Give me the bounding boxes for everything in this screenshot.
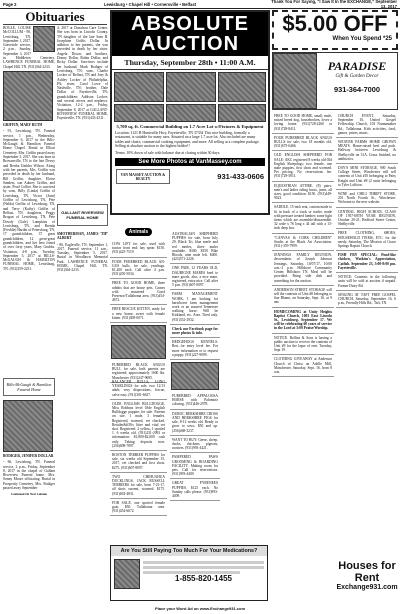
coupon-tagline: When You Spend *25 (332, 36, 392, 42)
classified-angus: FOUR PUREBRED BLACK AN-GUS bulls, for sale, yearlings. $1,200 each. Call after 4 p.m. (931)205-5034. (110, 258, 167, 280)
classified-australian: AUSTRALIAN SHEPHERD PUPPIES for sale, born July 29, Black Tri, blue merle and red merles, three males available. $300. $350 Bike Bloods, nine male left. $400. (423)571-2226. (170, 230, 220, 264)
medicare-text (143, 559, 264, 589)
griffin-photo (3, 71, 53, 121)
page-footer: Place your Word Ad on www.Exchange931.com (154, 606, 246, 611)
bull-photo (111, 325, 166, 359)
classified-duroc: DUROC BERKSHIRE CROSS AND BERKSHIRE PIGS for sale, 8-12 weeks old. Ready to grow to sows. $50 and up. (256)468-3237. (170, 410, 220, 436)
classified-kitten: FREE RESCUE KITTEN, ready for a new home, sweet with female kitten. (931)308-0071. (110, 305, 167, 323)
obituary-column-2b (57, 232, 108, 275)
bodiger-photo (3, 400, 53, 452)
auction-ad (110, 10, 270, 215)
bogle-photo (33, 26, 55, 52)
page-number: Page 2 (3, 1, 17, 7)
gallant-riverview-logo-text: GALLANT RIVERVIEW FUNERAL HOME (61, 210, 104, 220)
rclass-0: FREE TO GOOD HOME, small, male, mixed breed dog, housebroken, loves a loving home. (931)728-2260 or (931)728-8411. (272, 112, 334, 134)
auction-photos-row2 (112, 104, 268, 124)
auction-agent-row (112, 169, 268, 184)
paper-title: Lewisburg • Chapel Hill • Cornersville • Belfast (103, 1, 197, 7)
classified-balancer: BALANCER BULLS, LONG YEARLINGS for sale, two 12/13 adult; very dispositions, fescue, calve easy. (931)301-6637. (110, 378, 167, 400)
right-col-2 (336, 112, 398, 308)
obituary-griffin: - 91, Lewisburg, TN. Funeral service, 1 p.m., Wednesday, September 6, 2017 in the Bills-McGaugh & Hamilton Funeral Home Chapel. Burial in Elliott Cemetery. Mrs. Griffin passed away September 3, 2017. She was born in Brownsville, TN to the late Devoy and Bertha Umbles Wilson. Along with her parents, Mrs. Griffin was preceded in death by her husband, Bill Griffin, daughter, Eloise Sanders, son Aubrey Griffin, and sister, Pearl Collier. She is survived by sons, Billy (Linda) Griffin of Lewisburg, TN, Victor (Joan) Griffin of Lewisburg, TN, Pete (Nelda) Griffin of Lewisburg, TN, and Terry (Kathy) Griffin of Belfast, TN, daughters, Peggy Brogan of Lewisburg, TN, Pete Dowdy (Gale) Lumpkins of Lewisburg, TN, and Brenda (Freddie) Hardin of Petersburg, TN, 17 grandchildren, 37 great grandchildren, 12 great-great grandchildren, and her best friend of over forty years, Mary Grubbs. Visitation, 4-8 p.m., Tuesday, September 5, 2017 at BILLS-McGAUGH & HAMILTON FUNERAL HOME, Lewisburg, TN. (931)359-2231. (3, 129, 55, 271)
rclass2-1: WEAVER FARMS HOME GROWN MEATS. Home-raised beef and pork. Halfway between Lewisburg & Shelbyville on 31A. Grass finished, no antibiotics. (336, 138, 398, 164)
rclass-7: ANDERSON STREET STORAGE will sell the contents of Unit #8 belonging to Sue Blame, on Saturday, Sept. 16, at 9 am. (272, 286, 334, 308)
paradise-phone[interactable]: 931-364-7000 (333, 85, 381, 94)
auction-terms: Terms: 10% down of sale with balance due at closing within 30 days. (115, 150, 221, 155)
rclass2-7: NOTICE: Contents in the following units will be sold at auction if unpaid. Farmer Dairy Rd. (336, 273, 398, 291)
griffin-name: GRIFFIN, MARY RUTH (3, 122, 43, 127)
page-header (0, 0, 400, 9)
rclass-1: FOUR PUREBRED BLACK ANGUS BULLS for sale, two 18 months old. (931)675-6466. (272, 134, 334, 152)
classified-rabbits: FREE TO GOOD HOME, three rabbits that are house pets. Comes with mastered Good Presence/Tullahoma area. (931)454-4672. (110, 279, 167, 305)
rclass2-3: WINE and CHILI THRIFT STORE, 201 North Fourth St., Winchester. Welcome to the new website. (336, 190, 398, 208)
coupon-amount: $5.00 OFF (282, 11, 388, 36)
rclass-10: CLOTHING GIVEAWAY at Anderson Church of Christ on Adelle Mill, Manchester, Saturday, Sept. 16, from 8 a.m. (272, 355, 334, 377)
houses-site: Exchange931.com (336, 584, 398, 591)
rclass2-6: FISH FRY SPECIAL: Pond-like chicken, Watkins's Appreciation, Catfish. September 23, 5:00-8:00 pm. Fayetteville. (336, 251, 398, 273)
mid-col-2 (170, 220, 220, 501)
obituaries-title: Obituaries (3, 10, 107, 25)
rclass2-5: FREE CLOTHING, SHOES, HOUSEHOLD ITEMS, ETC. for the needy. Saturday, The Mission of Grace Springs Baptist Church. (336, 229, 398, 251)
medicare-phone[interactable]: 1-855-820-1455 (175, 574, 232, 583)
rclass2-4: CENTRAL HIGH SCHOOL CLASS OF 1957-68TH YEAR REUNION, October 20-21, Bedford Street Center, Shelbyville. (336, 208, 398, 230)
classified-bulldogge: OLDE ENGLISH BULLDOGGE, Miss Robbins level Olde English Bulldogge puppies for sale. Parents on site. 1 male, 3 females. Registered, wormed, vet checked. Retailer&#39;s litter and vital vet shot. Registered. 2 yellow, 1 spotted 1. 6 weeks old. (931)231-2093 or information: $1,800-$2,000 cash only. Taking deposits now. (256)698-7897. (110, 400, 167, 451)
classified-goat: FOR SALE, one spotted female goat, $50. Tullahoma area. (931)454-6672. (110, 499, 167, 517)
paradise-text (317, 53, 397, 109)
rclass-3: EQUESTRIAN ATTIRE, (8) pairs: men's and ladies riding boots, jeans, all sizes, good condition. $150. (931)449-9023. (272, 182, 334, 204)
paradise-name: PARADISE (327, 59, 387, 73)
auction-photos (112, 70, 268, 104)
paradise-sub: Gift & Garden Decor (335, 74, 379, 79)
classified-mares: ONE PAIR, 12 YEARS OLD, DAUBIGNE MARES bred to mare goods, also, a nice mare, registered, extra nice. Call after 5 p.m. (931)607-0097. (170, 264, 220, 290)
obituary-bogle: BOGLE, LOUISE McCOLLUM - 90, Lewisburg, TN, September 1, 2017. Graveside service, 2 p.m., Sunday, September 3, 2017 in Middleton Cemetery. LAWRENCE FUNERAL HOME, Chapel Hill, TN. (931)364-2233. (3, 26, 55, 69)
obituary-column-1b (3, 400, 55, 499)
obituary-smotherman: - 86, Eagleville, TN. September 1, 2017. Funeral service, 11 a.m., Tuesday, September 5, 2017. Burial in Woodlawn Memorial Park. LAWRENCE FUNERAL HOME, Chapel Hill, TN. (931)364-2233. (57, 242, 108, 273)
van-massey-logo (116, 169, 170, 184)
mid-col-1 (110, 220, 167, 383)
classified-bull: PUREBRED BLACK ANGUS BULL for sale, both parents are registered; approximately 1600 lbs. Manchester. (931)247-9695. (110, 361, 167, 383)
rclass-5: "CANVAS & CORK CHILDREN" Studio at the Black Art Association. (931)-359-7999. (272, 234, 334, 252)
classified-facebook: Check our Facebook page for more photos & info. (170, 325, 220, 338)
obituary-column-1 (3, 26, 55, 273)
header-tagline: Thank You For Saying, "I Saw It In the EXCHANGE," September 13, 2017 (271, 0, 397, 9)
auction-photo-4 (114, 104, 164, 122)
auction-subtitle: 5,700 sq. ft. Commercial Building on 1.7 Acre Lot w/Fixtures & Equipment (116, 124, 264, 129)
bills-mcgaugh-logo-text: Bills-McGaugh & Hamilton Funeral Home (6, 382, 52, 392)
paradise-inner (273, 53, 397, 109)
medicare-photo (114, 559, 140, 589)
bodiger-name: BODIGER, JENIFER DOLLAR (3, 454, 54, 458)
animals-header-label: Animals (125, 228, 152, 236)
auction-date: Thursday, September 28th • 11:00 A.M. (112, 56, 268, 70)
auction-photo-1 (114, 72, 164, 102)
smotherman-name: SMOTHERMAN, JAMES 'TIP' ALBERT (57, 232, 108, 241)
classified-pyrenees: GREAT PYRENEES PUPPIES, $125 each. No Sunday calls please. (931)993-4409. (170, 479, 220, 501)
medicare-body (111, 556, 267, 592)
auction-phone[interactable]: 931-433-0606 (217, 172, 264, 182)
auction-banner: ABSOLUTE AUCTION (112, 12, 268, 56)
classified-want: WANT TO BUY: Geese, sheep, ducks, chickens, pigeons, roosters. (931)993-4421. (170, 436, 220, 454)
classified-appaloosa: PUREBRED APPALOOSA HORSE with Palomino coloring. (931)446-2978. (170, 392, 220, 410)
coupon-ad[interactable] (272, 10, 398, 50)
auction-body: Location: 1121 B Huntsville Hwy, Fayetteville, TN 37334 This nice building, formally a restaurant, is suitable for many uses. Situated on a large 1.7 acre lot. Also included are many tables and chairs, commercial cooking equipment, and more. All selling at a complete package. Selling at absolute auction to the highest bidder!! (115, 131, 260, 149)
auction-cta[interactable]: See More Photos at VanMassey.com (115, 158, 265, 166)
classified-chihuahua: TWO CHIHUAHUA DUCKLINGS, JACK RUSSELL TERRIERS for sale, born 7-21-17, all shots current, wormed. $175. (931)692-4831. (110, 473, 167, 499)
gallant-riverview-logo (57, 204, 108, 226)
rclass2-2: DAY'S MINI STORAGE, 900 South College Street, Winchester will sell contents of Unit #10 belonging to Patty Knight and Unit #8 (2 units belonging to Tyler Laffoon. (336, 164, 398, 190)
auction-photo-3 (218, 72, 266, 102)
rclass-2: OLD ENGLISH SHEPHERD FOR SALE: AKC registered 8 weeks old Old English Sheepdogs; two female, one male puppies, first shots and wormed. Pet pricing. No reservations fee. (931)729-5811. (272, 151, 334, 181)
classified-hedgehog: HEDGEHOGS KENNELS. Best for entry level fee. For more information or to request a puppy. (931)227-9099. (170, 338, 220, 360)
rclass-6: JENNINGS FAMILY REUNION, descendants of Joseph Johnson Jennings, Saturday, 10/07/17, 10:00 a.m.-2 p.m. Hillsboro Community Center, Hillsboro TN. Meal will be provided. Bring side dish and something for the auction. (272, 251, 334, 285)
rclass2-0: CHURCH EVENT, Saturday, September 16, United Gospel Fellowship Church, 103 Nunnamaker Rd., Tullahoma. Kids activities, food, games, prizes, music. (336, 112, 398, 138)
classified-farm: FARM MANAGEMENT WORK, I am looking for barn/horse farm management work or an assured Tennessee walking horse. Will be Kirkland, etc. Area. Tired only. (931)352-2932. (170, 290, 220, 324)
rclass-9: NOTICE. Rollins & Sons is having a public auction to recover the contents of Unit #9 for the lapse of rent. Tuesday, Sept 19. (272, 334, 334, 356)
obituary-column-2 (57, 26, 108, 123)
paradise-ad (272, 52, 398, 110)
classified-pampered: PAMPERED PAWS GROOMING & BOARDING FACILITY. Making room for pets. Call for reservations. (931)993-4409. (170, 453, 220, 479)
mid-col-1b (110, 378, 167, 516)
horse-photo (171, 362, 219, 390)
auction-photo-5 (166, 104, 216, 122)
bills-mcgaugh-logo (3, 378, 55, 396)
classified-cow-lift: COW LIFT for sale, used with tractor front end; hay spear. $150. (931)425-7519. (110, 240, 167, 258)
rclass2-8: SINGING AT TAFT FREE GOSPEL CHURCH, Saturday, September 16, 6 p.m., Friendly Hills Rd., Taft, TN. (336, 291, 398, 309)
paradise-photo (273, 53, 317, 109)
animals-header (110, 220, 167, 238)
rclass-8: HOMECOMING at Unity Heights Baptist Church, 1003 East Lincoln St., Lewisburg. September 17. We will be celebrating 60 years of service in the Lord at 3:00 Praise/Worship. (272, 308, 334, 334)
obituary-bodiger-cont: 4, 2017 at Donalson Care Center. She was born in Lincoln County, TN daughter of the late Sam B. Josephine Griffis Dollar. In addition to her parents, she was preceded in death by her sister, Angela Dixon; and brothers, Donny Dollar, Robin Dollar, and Ricky Dollar. Survivors include her husband, Mark Bodiger of Lewisburg, TN; sons, Charlie Locker of Belfast, TN and Joey & Ashley Locker of Philadelphia, PA; sister, Carol Lowe of Nashville, TN; brother, Dale Dollar of Fayetteville, TN; grandchildren; Addison Locker; and several nieces and nephews. Visitation, 12-2 p.m., Friday, September 8, 2017 at GALLANT-RIVERVIEW FUNERAL HOME, Fayetteville, TN. (931)433-4311. (57, 26, 108, 121)
continued-note: Continued On Next Column (10, 492, 48, 497)
auction-photo-6 (218, 104, 266, 122)
houses-for-rent-ad[interactable] (336, 560, 398, 600)
obituary-bodiger: - 66, Lewisburg, TN. Funeral service, 2 p.m., Friday, September 8, 2017 in the chapel of Gallant Riverview Funeral home. Mrs. Sonny Moore officiating. Burial in Prosperity Cemetery. Mrs. Bodiger passed away September (3, 460, 55, 491)
right-col-1 (272, 112, 334, 377)
van-massey-logo-text: VAN MASSEY AUCTION & REALTY (120, 172, 166, 181)
medicare-ad (110, 545, 268, 601)
classified-boston: BOSTON TERRIER PUPPIES for sale, six weeks old September 15, 2017, vet checked and first shots. $275. (931)607-8097. (110, 451, 167, 473)
auction-photo-2 (166, 72, 216, 102)
rclass-4: SADDLE, 15-inch seat, custom made to fit in back of a truck or trailer, made with pressure treated lumber; some light items which are assemble/disassemble. 32 wide x 76 long x 44 tall with a 13-inch deep box. (272, 203, 334, 233)
houses-title: Houses for Rent (338, 560, 396, 584)
medicare-headline: Are You Still Paying Too Much For Your Medications? (111, 546, 267, 556)
